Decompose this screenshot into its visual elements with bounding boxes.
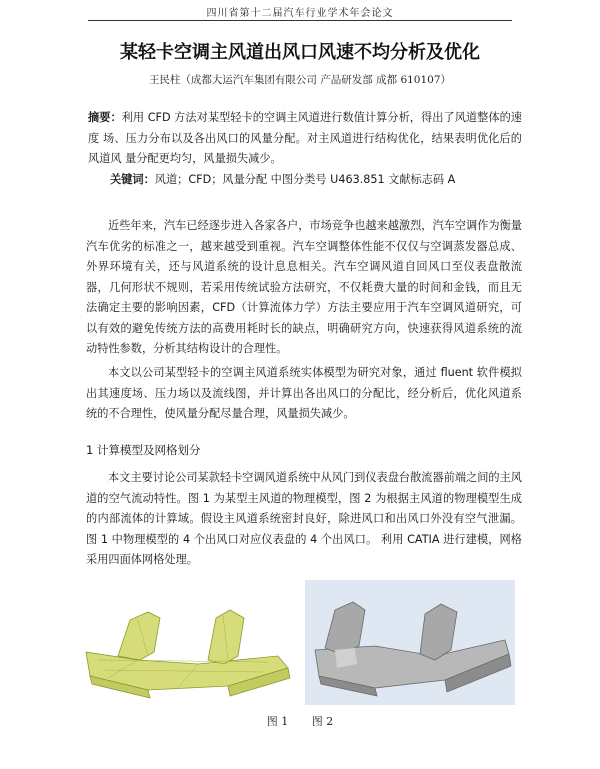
figure-2-fluid-domain [305,580,515,705]
duct-outlet-right [208,610,244,664]
paper-title: 某轻卡空调主风道出风口风速不均分析及优化 [120,42,480,63]
figure-captions [0,713,600,729]
abstract-text: 利用 CFD 方法对某型轻卡的空调主风道进行数值计算分析，得出了风道整体的速度 场、压力分布以及各出风口的风量分配。对主风道进行结构优化，结果表明优化后的风道风 量分配更均匀，风量损失减少。 [88,111,522,165]
abstract-label: 摘要： [88,111,122,124]
abstract [88,108,522,170]
figure-1-physical-model [78,590,293,700]
intro-paragraph-1: 近些年来，汽车已经逐步进入各家各户，市场竞争也越来越激烈，汽车空调作为衡量汽车优劣的标准之一，越来越受到重视。汽车空调整体性能不仅仅与空调蒸发器总成、外界环境有关，还与风道系统的设计息息相关。汽车空调风道自回风口至仪表盘散流器，几何形状不规则，若采用传统试验方法研究，不仅耗费大量的时间和金钱，而且无法确定主要的影响因素，CFD（计算流体力学）方法主要应用于汽车空调风道研究，可以有效的避免传统方法的高费用耗时长的缺点，明确研究方向，快速获得风道系统的流动特性参数，分析其结构设计的合理性。 [86,219,522,355]
figure-1-caption: 图 1 [266,715,289,728]
keywords [110,170,520,190]
author-affiliation: 王民柱（成都大运汽车集团有限公司 产品研发部 成都 610107） [148,74,452,86]
keywords-label: 关键词： [110,173,155,186]
running-header: 四川省第十二届汽车行业学术年会论文 [206,8,394,19]
keywords-text: 风道；CFD；风量分配 中图分类号 U463.851 文献标志码 A [154,173,456,186]
figure-2-caption: 图 2 [311,715,334,728]
intro-paragraph-2: 本文以公司某型轻卡的空调主风道系统实体模型为研究对象，通过 fluent 软件模拟出其速度场、压力场以及流线图，并计算出各出风口的分配比，经分析后，优化风道系统的不合理性，使风量分配尽量合理，风量损失减少。 [86,366,522,420]
duct-outlet-left [118,612,160,660]
header-divider [88,20,512,21]
section-1-paragraph: 本文主要讨论公司某款轻卡空调风道系统中从风门到仪表盘台散流器前端之间的主风道的空气流动特性。图 1 为某型主风道的物理模型，图 2 为根据主风道的物理模型生成的内部流体的计算域。假设主风道系统密封良好，除进风口和出风口外没有空气泄漏。图 1 中物理模型的 4 个出风口对应仪表盘的 4 个出风口。 利用 CATIA 进行建模，网格采用四面体网格处理。 [86,471,522,566]
section-heading-1: 1 计算模型及网格划分 [86,443,201,457]
